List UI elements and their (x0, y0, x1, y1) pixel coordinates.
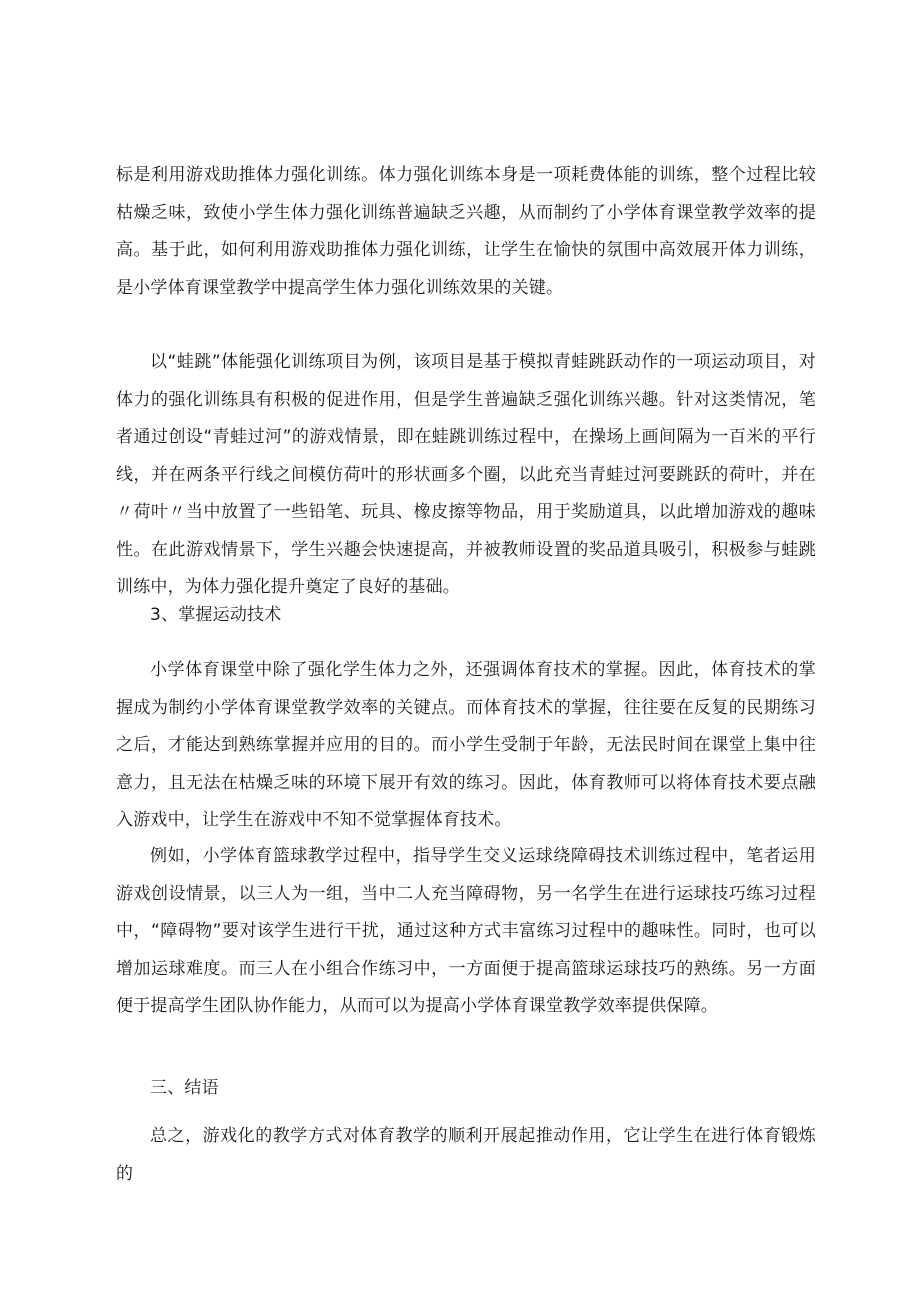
paragraph-conclusion: 总之，游戏化的教学方式对体育教学的顺利开展起推动作用，它让学生在进行体育锻炼的 (116, 1126, 816, 1184)
section-heading-conclusion: 三、结语 (150, 1078, 219, 1098)
paragraph-game-strength-training-intro: 标是利用游戏助推体力强化训练。体力强化训练本身是一项耗费体能的训练，整个过程比较枯燥乏味，致使小学生体力强化训练普遍缺乏兴趣，从而制约了小学体育课堂教学效率的提高。基于此，如何利用游戏助推体力强化训练，让学生在愉快的氛围中高效展开体力训练，是小学体育课堂教学中提高学生体力强化训练效果的关键。 (116, 165, 816, 298)
paragraph-frog-jump-example: 以“蛙跳”体能强化训练项目为例，该项目是基于模拟青蛙跳跃动作的一项运动项目，对体力的强化训练具有积极的促进作用，但是学生普遍缺乏强化训练兴趣。针对这类情况，笔者通过创设“青蛙过河”的游戏情景，即在蛙跳训练过程中，在操场上画间隔为一百米的平行线，并在两条平行线之间模仿荷叶的形状画多个圈，以此充当青蛙过河要跳跃的荷叶，并在〃荷叶〃当中放置了一些铅笔、玩具、橡皮擦等物品，用于奖励道具，以此增加游戏的趣味性。在此游戏情景下，学生兴趣会快速提高，并被教师设置的奖品道具吸引，积极参与蛙跳训练中，为体力强化提升奠定了良好的基础。 (116, 352, 816, 597)
paragraph-basketball-example: 例如，小学体育篮球教学过程中，指导学生交义运球绕障碍技术训练过程中，笔者运用游戏创设情景，以三人为一组，当中二人充当障碍物，另一名学生在进行运球技巧练习过程中，“障碍物”要对该学生进行干扰，通过这种方式丰富练习过程中的趣味性。同时，也可以增加运球难度。而三人在小组合作练习中，一方面便于提高篮球运球技巧的熟练。另一方面便于提高学生团队协作能力，从而可以为提高小学体育课堂教学效率提供保障。 (116, 846, 816, 1016)
paragraph-sports-skills: 小学体育课堂中除了强化学生体力之外，还强调体育技术的掌握。因此，体育技术的掌握成为制约小学体育课堂教学效率的关键点。而体育技术的掌握，往往要在反复的民期练习之后，才能达到熟练掌握并应用的目的。而小学生受制于年龄，无法民时间在课堂上集中往意力，且无法在枯燥乏味的环境下展开有效的练习。因此，体育教师可以将体育技术要点融入游戏中，让学生在游戏中不知不觉掌握体育技术。 (116, 660, 816, 830)
section-heading-sports-skills: 3、掌握运动技术 (150, 605, 282, 625)
